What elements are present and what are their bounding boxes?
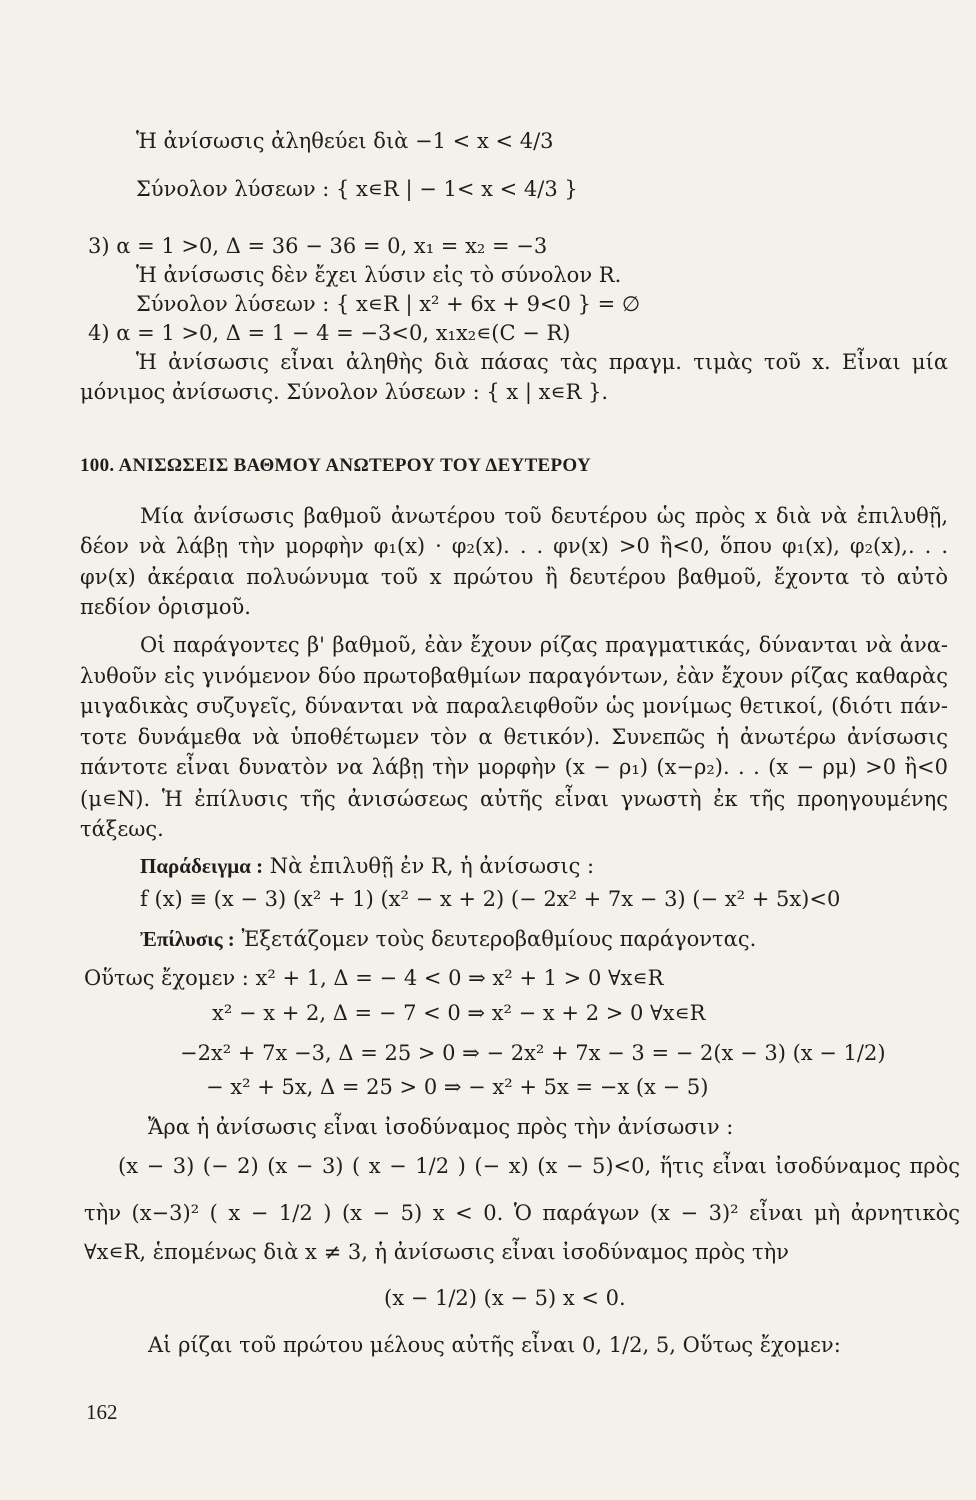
- text-line: τάξεως.: [80, 817, 164, 841]
- text-line: Ἡ ἀνίσωσις ἀληθεύει διὰ −1 < x < 4/3: [136, 129, 554, 153]
- equation: f (x) ≡ (x − 3) (x² + 1) (x² − x + 2) (− 2x² + 7x − 3) (− x² + 5x)<0: [140, 887, 841, 911]
- example-label: Παράδειγμα :: [140, 854, 264, 878]
- text-line: πάντοτε εἶναι δυνατὸν να λάβῃ τὴν μορφὴν (x − ρ₁) (x−ρ₂). . . (x − ρμ) >0 ἢ<0: [80, 755, 948, 779]
- text-line: τοτε δυνάμεθα νὰ ὑποθέτωμεν τὸν α θετικόν). Συνεπῶς ἡ ἀνωτέρω ἀνίσωσις: [80, 725, 948, 749]
- text-line: 4) α = 1 >0, Δ = 1 − 4 = −3<0, x₁x₂∊(C − R): [88, 321, 571, 345]
- equation: x² − x + 2, Δ = − 7 < 0 ⇒ x² − x + 2 > 0 ∀x∊R: [212, 1001, 706, 1025]
- section-heading: 100. ΑΝΙΣΩΣΕΙΣ ΒΑΘΜΟΥ ΑΝΩΤΕΡΟΥ ΤΟΥ ΔΕΥΤΕΡΟΥ: [80, 455, 592, 476]
- text-line: ∀x∊R, ἑπομένως διὰ x ≠ 3, ἡ ἀνίσωσις εἶναι ἰσοδύναμος πρὸς τὴν: [84, 1240, 789, 1264]
- text-line: Οἱ παράγοντες β' βαθμοῦ, ἐὰν ἔχουν ρίζας πραγματικάς, δύνανται νὰ ἀνα-: [140, 633, 948, 657]
- text-line: λυθοῦν εἰς γινόμενον δύο πρωτοβαθμίων παραγόντων, ἐὰν ἔχουν ρίζας καθαρὰς: [80, 664, 948, 688]
- text-line: 3) α = 1 >0, Δ = 36 − 36 = 0, x₁ = x₂ = −3: [88, 234, 548, 258]
- text-line: μόνιμος ἀνίσωσις. Σύνολον λύσεων : { x | x∊R }.: [80, 380, 609, 404]
- text-line: Ἡ ἀνίσωσις δὲν ἔχει λύσιν εἰς τὸ σύνολον R.: [136, 263, 622, 287]
- equation: Οὕτως ἔχομεν : x² + 1, Δ = − 4 < 0 ⇒ x² + 1 > 0 ∀x∊R: [84, 966, 664, 990]
- text-line: Αἱ ρίζαι τοῦ πρώτου μέλους αὐτῆς εἶναι 0, 1/2, 5, Οὕτως ἔχομεν:: [148, 1333, 841, 1357]
- text-line: (x − 3) (− 2) (x − 3) ( x − 1/2 ) (− x) (x − 5)<0, ἥτις εἶναι ἰσοδύναμος πρὸς: [118, 1154, 960, 1178]
- text-line: Σύνολον λύσεων : { x∊R | x² + 6x + 9<0 } = ∅: [136, 292, 641, 316]
- equation: − x² + 5x, Δ = 25 > 0 ⇒ − x² + 5x = −x (x − 5): [206, 1075, 709, 1099]
- example-text: Νὰ ἐπιλυθῇ ἐν R, ἡ ἀνίσωσις :: [263, 854, 595, 878]
- equation: −2x² + 7x −3, Δ = 25 > 0 ⇒ − 2x² + 7x − 3 = − 2(x − 3) (x − 1/2): [180, 1041, 886, 1065]
- text-line: πεδίον ὁρισμοῦ.: [80, 595, 251, 619]
- text-line: Μία ἀνίσωσις βαθμοῦ ἀνωτέρου τοῦ δευτέρου ὡς πρὸς x διὰ νὰ ἐπιλυθῇ,: [140, 504, 948, 528]
- page-number: 162: [86, 1400, 118, 1424]
- example-line: [140, 853, 594, 879]
- text-line: Σύνολον λύσεων : { x∊R | − 1< x < 4/3 }: [136, 177, 578, 201]
- text-line: φν(x) ἀκέραια πολυώνυμα τοῦ x πρώτου ἢ δευτέρου βαθμοῦ, ἔχοντα τὸ αὐτὸ: [80, 565, 948, 589]
- text-line: (μ∊N). Ἡ ἐπίλυσις τῆς ἀνισώσεως αὐτῆς εἶναι γνωστὴ ἐκ τῆς προηγουμένης: [80, 787, 948, 811]
- equation: (x − 1/2) (x − 5) x < 0.: [384, 1286, 626, 1310]
- text-line: Ἄρα ἡ ἀνίσωσις εἶναι ἰσοδύναμος πρὸς τὴν ἀνίσωσιν :: [148, 1115, 734, 1139]
- solution-line: [140, 926, 756, 952]
- text-line: μιγαδικὰς συζυγεῖς, δύνανται νὰ παραλειφθοῦν ὡς μονίμως θετικοί, (διότι πάν-: [80, 694, 948, 718]
- solution-text: Ἐξετάζομεν τοὺς δευτεροβαθμίους παράγοντας.: [234, 927, 757, 951]
- text-line: Ἡ ἀνίσωσις εἶναι ἀληθὴς διὰ πάσας τὰς πραγμ. τιμὰς τοῦ x. Εἶναι μία: [136, 350, 948, 374]
- text-line: τὴν (x−3)² ( x − 1/2 ) (x − 5) x < 0. Ὁ παράγων (x − 3)² εἶναι μὴ ἀρνητικὸς: [84, 1201, 960, 1225]
- text-line: δέον νὰ λάβῃ τὴν μορφὴν φ₁(x) · φ₂(x). . . φν(x) >0 ἢ<0, ὅπου φ₁(x), φ₂(x),. . .: [80, 534, 948, 558]
- solution-label: Ἐπίλυσις :: [140, 927, 235, 951]
